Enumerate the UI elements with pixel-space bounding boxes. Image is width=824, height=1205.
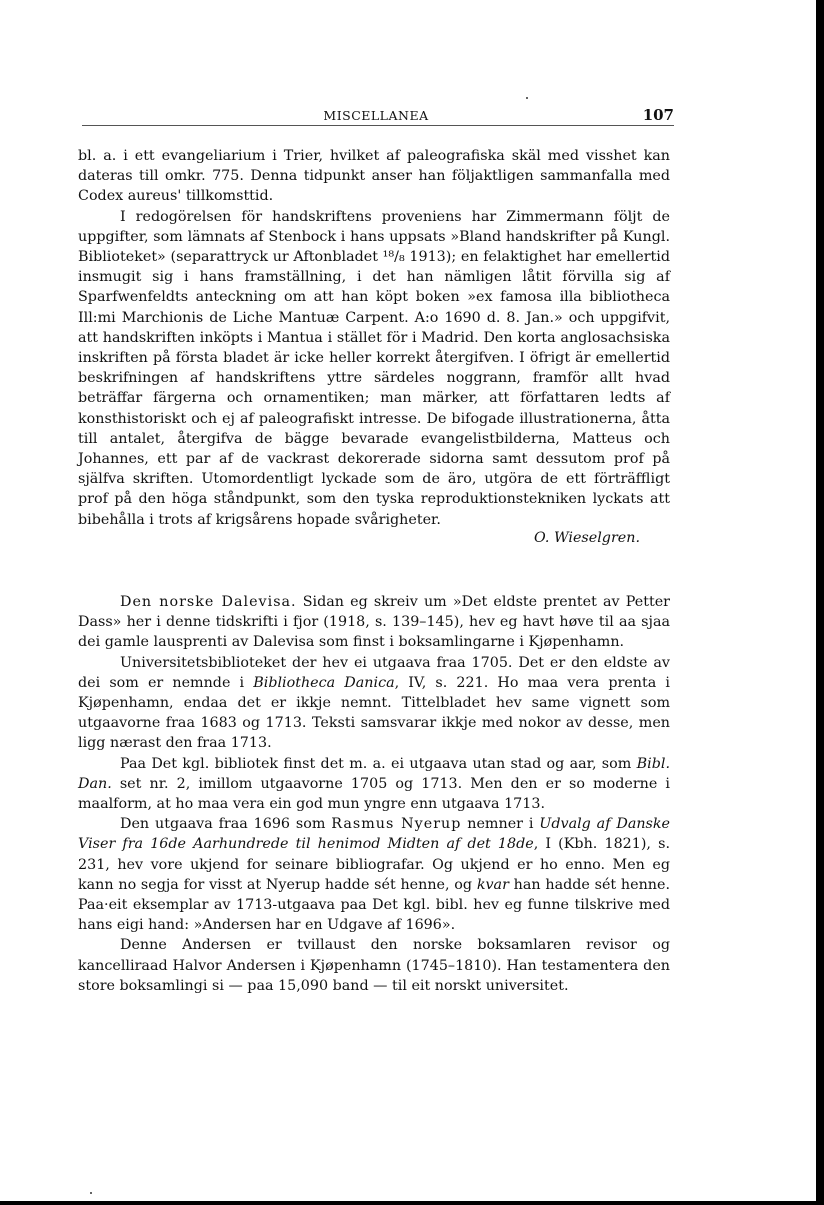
signature: O. Wieselgren. [533,529,640,546]
scan-edge-right [816,0,824,1205]
paragraph: Den norske Dalevisa. Sidan eg skreiv um »Det eldste prentet av Petter Dass» her i denne tidskrifti i fjor (1918, s. 139–145), hev eg havt høve til aa sjaa dei gamle lausprenti av Dalevisa som finst i boksamlingarne i Kjøpenhamn. [78,594,670,651]
scan-edge-bottom [0,1201,824,1205]
paragraph: Denne Andersen er tvillaust den norske boksamlaren revisor og kancelliraad Halvor Andersen i Kjøpenhamn (1745–1810). Han testamentera den store boksamlingi si — paa 15,090 band — til eit norskt universitet. [78,937,670,994]
running-header [78,106,674,130]
italic-title: Bibliotheca Danica [253,674,395,691]
italic-title: Udvalg af Danske Viser fra 16de Aarhundrede til henimod Midten af det 18de [78,816,671,853]
scan-speck [526,97,528,99]
scan-speck [90,1192,92,1194]
header-rule [82,125,674,126]
page-number: 107 [642,106,674,124]
italic-title: Bibl. Dan. [78,755,670,792]
paragraph: I redogörelsen för handskriftens proveniens har Zimmermann följt de uppgifter, som lämnats af Stenbock i hans uppsats »Bland handskrifter på Kungl. Biblioteket» (separattryck ur Aftonbladet ¹⁸/₈ 1913); en felaktighet har emellertid insmugit sig i hans framställning, i det han nämligen låtit förvilla sig af Sparfwenfeldts anteckning om att han köpt boken »ex famosa illa bibliotheca Ill:mi Marchionis de Liche Mantuæ Carpent. A:o 1690 d. 8. Jan.» och uppgifvit, att handskriften inköpts i Mantua i stället för i Madrid. Den korta anglosachsiska inskriften på första bladet är icke heller korrekt återgifven. I öfrigt är emellertid beskrifningen af handskriftens yttre särdeles noggrann, framför allt hvad beträffar färgerna och ornamentiken; man märker, att författaren ledts af konsthistoriskt och ej af paleografiskt intresse. De bifogade illustrationerna, åtta till antalet, återgifva de bägge bevarade evangelistbilderna, Matteus och Johannes, ett par af de vackrast dekorerade sidorna samt dessutom prof på själfva skriften. Utomordentligt lyckade som de äro, utgöra de ett förträffligt prof på den höga ståndpunkt, som den tyska reproduktionstekniken lyckats att bibehålla i trots af krigsårens hopade svårigheter. [78,208,670,528]
paragraph: Universitetsbiblioteket der hev ei utgaava fraa 1705. Det er den eldste av dei som er nemnde i Bibliotheca Danica, IV, s. 221. Ho maa vera prenta i Kjøpenhamn, endaa det er ikkje nemnt. Tittelbladet hev same vignett som utgaavorne fraa 1683 og 1713. Teksti samsvarar ikkje med nokor av desse, men ligg nærast den fraa 1713. [78,654,670,752]
paragraph: Den utgaava fraa 1696 som Rasmus Nyerup nemner i Udvalg af Danske Viser fra 16de Aarhundrede til henimod Midten af det 18de, I (Kbh. 1821), s. 231, hev vore ukjend for seinare bibliografar. Og ukjend er ho enno. Men eg kann no segja for visst at Nyerup hadde sét henne, og kvar han hadde sét henne. Paa·eit eksemplar av 1713-utgaava paa Det kgl. bibl. hev eg funne tilskrive med hans eigi hand: »Andersen har en Udgave af 1696». [78,816,671,934]
paragraph: Paa Det kgl. bibliotek finst det m. a. ei utgaava utan stad og aar, som Bibl. Dan. set nr. 2, imillom utgaavorne 1705 og 1713. Men den er so moderne i maalform, at ho maa vera ein god mun yngre enn utgaava 1713. [78,755,670,813]
article-dalevisa [78,592,670,996]
article-heading: Den norske Dalevisa. [120,594,297,610]
person-name: Rasmus Nyerup [331,816,462,833]
running-title: MISCELLANEA [323,108,429,123]
article-codex-aureus [78,146,670,548]
paragraph: bl. a. i ett evangeliarium i Trier, hvilket af paleografiska skäl med visshet kan dateras till omkr. 775. Denna tidpunkt anser han följaktligen sammanfalla med Codex aureus' tillkomsttid. [78,148,670,205]
italic-word: kvar [476,876,509,893]
